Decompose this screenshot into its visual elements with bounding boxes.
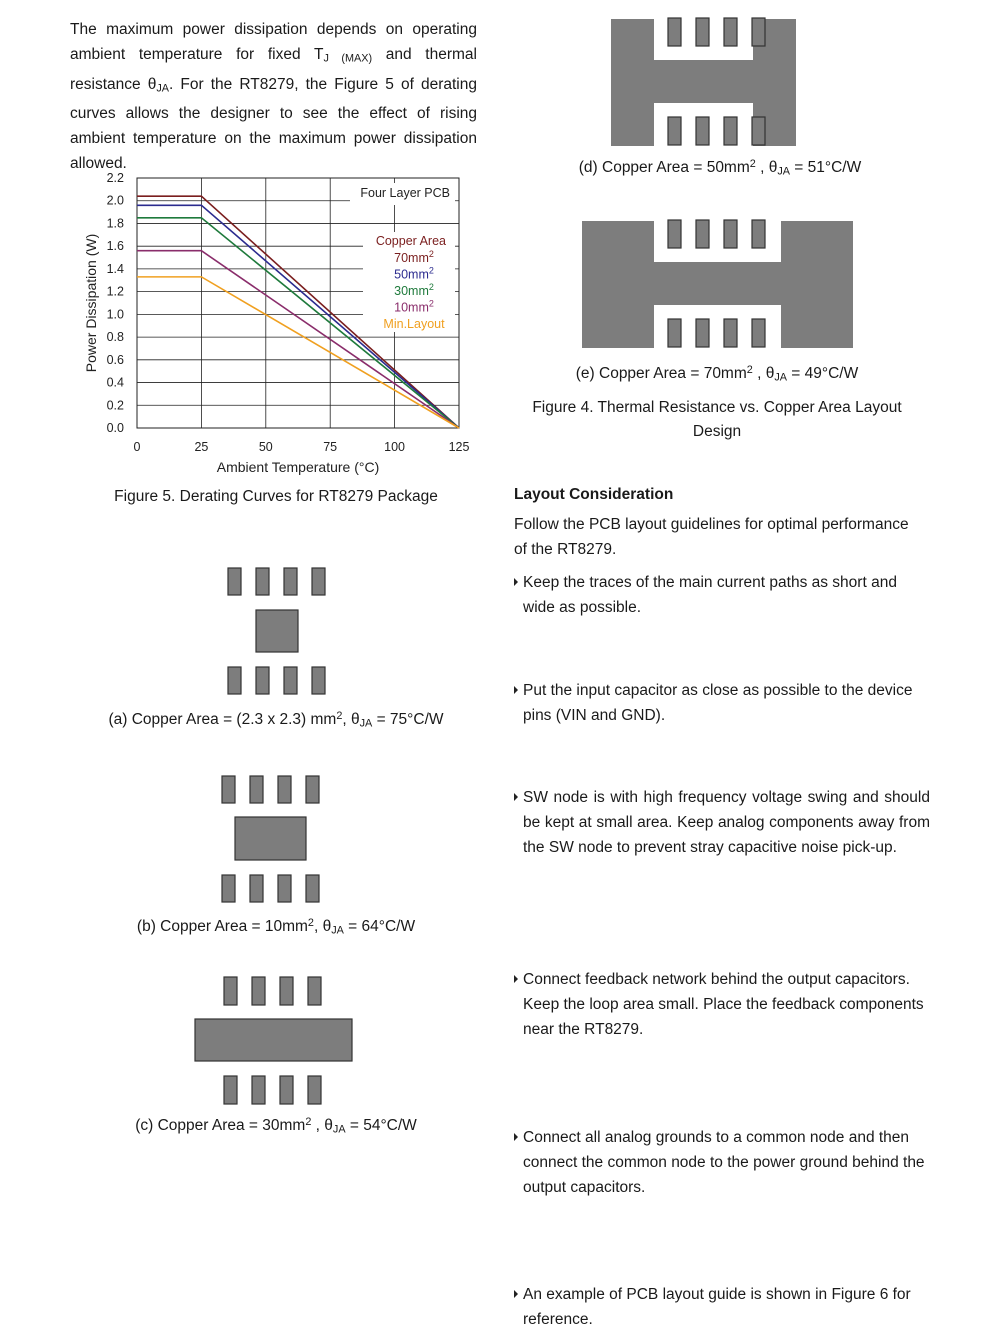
figure4-caption-line1: Figure 4. Thermal Resistance vs. Copper Area Layout <box>532 399 902 416</box>
derating-chart <box>60 168 490 480</box>
figure4-caption-line2: Design <box>692 423 742 440</box>
x-tick-label: 0 <box>133 440 141 454</box>
legend-entry: $70mm^2$ <box>394 249 434 265</box>
intro-text-3: . For the RT8279, the Figure 5 of derating curves allows the designer to see the effect of rising ambient temperature on the maximum power dissipation allowed. <box>70 75 477 173</box>
figure5-caption: Figure 5. Derating Curves for RT8279 Package <box>114 488 438 505</box>
layout-a-diagram <box>220 563 335 699</box>
layout-consideration-intro: Follow the PCB layout guidelines for optimal performance of the RT8279. <box>514 516 909 558</box>
tj-subscript: J (MAX) <box>323 52 373 65</box>
y-tick-label: 2.0 <box>106 193 124 208</box>
layout-d-caption: (d) Copper Area = $50mm^2$ , $\theta_{JA} = 51^\circ C/W$ <box>578 158 862 178</box>
ja-subscript: JA <box>156 82 170 95</box>
layout-a-caption: (a) Copper Area = (2.3 x 2.3) $mm^2$, $\theta_{JA} = 75^\circ C/W$ <box>108 710 444 730</box>
bullet-item: SW node is with high frequency voltage swing and should be kept at small area. Keep analog components away from the SW node to prevent stray capacitive noise pick-up. <box>514 785 930 860</box>
bullet-item: Keep the traces of the main current paths as short and wide as possible. <box>514 570 930 620</box>
bullet-item: An example of PCB layout guide is shown in Figure 6 for reference. <box>514 1282 930 1332</box>
intro-text-1: The maximum power dissipation depends on operating ambient temperature for fixed T <box>70 21 477 63</box>
legend-entry: $50mm^2$ <box>394 265 434 282</box>
figure4-caption <box>512 396 922 444</box>
x-tick-label: 125 <box>448 440 470 454</box>
y-tick-label: 1.0 <box>106 307 124 322</box>
layout-consideration-heading: Layout Consideration <box>514 486 674 503</box>
x-tick-label: 25 <box>194 440 209 454</box>
y-tick-label: 1.2 <box>106 284 124 299</box>
bullet-item: Connect all analog grounds to a common node and then connect the common node to the power ground behind the output capacitors. <box>514 1125 930 1200</box>
layout-c-caption: (c) Copper Area = $30mm^2$ , $\theta_{JA} = 54^\circ C/W$ <box>135 1116 417 1136</box>
legend-entry: Min.Layout <box>383 317 445 331</box>
y-tick-labels <box>107 171 124 435</box>
bullet-item: Put the input capacitor as close as possible to the device pins (VIN and GND). <box>514 678 930 728</box>
layout-c-diagram <box>190 972 358 1110</box>
y-tick-label: 1.4 <box>106 261 124 276</box>
legend-entry: $10mm^2$ <box>394 298 434 315</box>
layout-b-caption: (b) Copper Area = $10mm^2$, $\theta_{JA} = 64^\circ C/W$ <box>136 917 416 937</box>
y-tick-label: 2.2 <box>106 171 124 185</box>
x-tick-label: 50 <box>258 440 273 454</box>
layout-e-caption: (e) Copper Area = $70mm^2$ , $\theta_{JA} = 49^\circ C/W$ <box>575 364 859 384</box>
x-tick-label: 100 <box>384 440 406 454</box>
bullet-item: Connect feedback network behind the output capacitors. Keep the loop area small. Place the feedback components near the RT8279. <box>514 967 930 1042</box>
y-tick-label: 1.6 <box>106 239 124 254</box>
y-tick-label: 0.0 <box>106 421 124 435</box>
intro-paragraph <box>70 17 477 176</box>
intro-text-2: and thermal resistance θ <box>70 46 477 93</box>
legend-entry: $30mm^2$ <box>394 282 434 298</box>
legend-title: Copper Area <box>375 234 446 248</box>
y-tick-label: 0.4 <box>106 375 124 390</box>
y-tick-label: 0.6 <box>106 352 124 367</box>
layout-e-diagram <box>581 218 855 352</box>
y-axis-label: Power Dissipation (W) <box>83 233 99 373</box>
x-tick-labels <box>134 440 470 454</box>
layout-e-copper <box>582 221 853 348</box>
x-axis-label: Ambient Temperature (°C) <box>216 459 380 475</box>
chart-legend <box>363 232 455 332</box>
y-tick-label: 0.2 <box>106 398 124 413</box>
layout-d-diagram <box>610 14 798 148</box>
y-tick-label: 0.8 <box>106 330 124 345</box>
layout-b-diagram <box>215 772 330 908</box>
x-tick-label: 75 <box>323 440 338 454</box>
y-tick-label: 1.8 <box>106 216 124 231</box>
chart-annotation: Four Layer PCB <box>360 186 450 200</box>
